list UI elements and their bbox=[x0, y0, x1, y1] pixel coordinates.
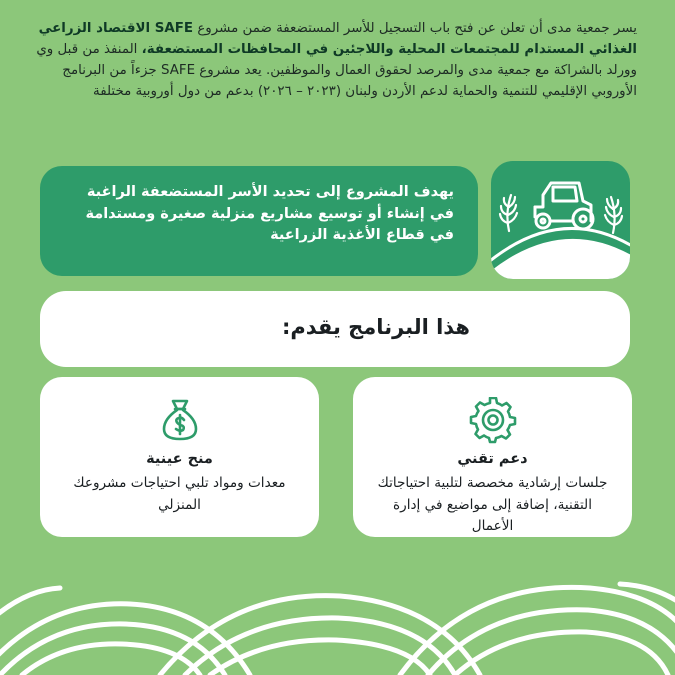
money-bag-icon bbox=[160, 397, 200, 445]
gear-icon bbox=[469, 397, 517, 449]
project-goal-text: يهدف المشروع إلى تحديد الأسر المستضعفة الراغبة في إنشاء أو توسيع مشاريع منزلية صغيرة ومستدامة في قطاع الأغذية الزراعية bbox=[85, 184, 454, 243]
tractor-tile bbox=[491, 161, 630, 279]
project-name: SAFE الاقتصاد الزراعي الغذائي المستدام للمجتمعات المحلية واللاجئين في المحافظات المستضعفة، bbox=[38, 21, 637, 57]
technical-support-card bbox=[353, 377, 632, 537]
intro-text-start: يسر جمعية مدى أن تعلن عن فتح باب التسجيل للأسر المستضعفة ضمن مشروع bbox=[197, 21, 637, 36]
in-kind-grants-body: معدات ومواد تلبي احتياجات مشروعك المنزلي bbox=[73, 475, 286, 513]
offer-heading: هذا البرنامج يقدم: bbox=[281, 315, 470, 339]
intro-text-end: المنفذ من قبل وي وورلد بالشراكة مع جمعية مدى والمرصد لحقوق العمال والموظفين. يعد مشروع SAFE جزءاً من البرنامج الأوروبي الإقليمي للتنمية والحماية لدعم الأردن ولبنان (٢٠٢٣ – ٢٠٢٦) بدعم من دول أوروبية مختلفة bbox=[36, 42, 637, 99]
offer-heading-box bbox=[40, 291, 630, 367]
in-kind-grants-card bbox=[40, 377, 319, 537]
decorative-waves bbox=[0, 560, 675, 675]
technical-support-title: دعم تقني bbox=[457, 451, 528, 467]
technical-support-body: جلسات إرشادية مخصصة لتلبية احتياجاتك التقنية، إضافة إلى مواضيع في إدارة الأعمال bbox=[377, 475, 608, 534]
in-kind-grants-title: منح عينية bbox=[146, 451, 213, 467]
project-goal-banner bbox=[40, 166, 478, 276]
tractor-icon bbox=[491, 161, 630, 279]
intro-paragraph bbox=[36, 18, 637, 102]
